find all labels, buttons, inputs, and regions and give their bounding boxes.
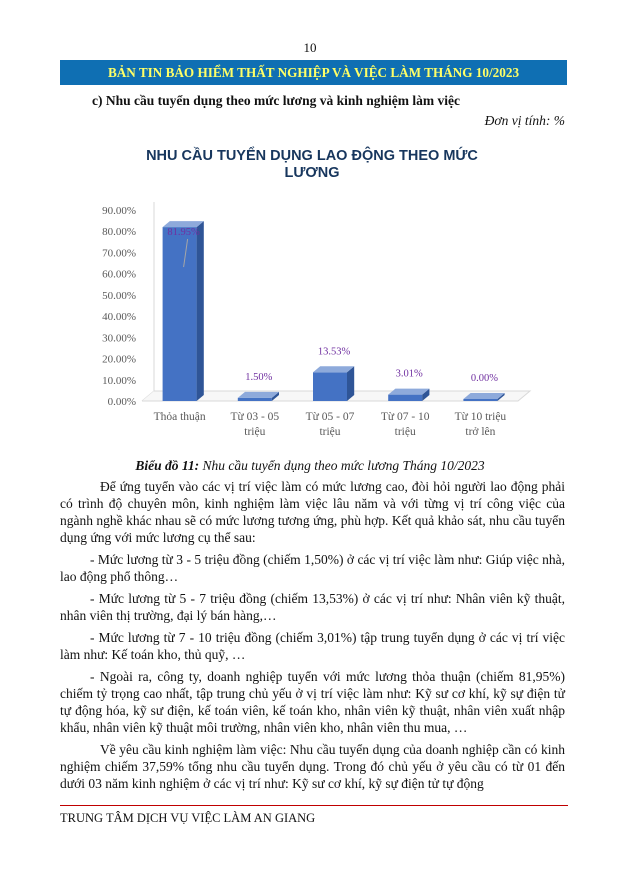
x-category-label: Từ 03 - 05	[230, 411, 280, 423]
y-tick-label: 30.00%	[102, 332, 136, 345]
chart-back-wall	[142, 202, 154, 401]
x-category-label: triệu	[319, 426, 341, 438]
bar-side	[197, 221, 204, 401]
x-category-label: Từ 07 - 10	[380, 411, 430, 423]
y-tick-label: 40.00%	[102, 311, 136, 324]
y-tick-label: 60.00%	[102, 268, 136, 281]
footer-divider	[60, 805, 568, 806]
bulletin-banner: BẢN TIN BẢO HIỂM THẤT NGHIỆP VÀ VIỆC LÀM THÁNG 10/2023	[60, 60, 567, 85]
y-tick-label: 70.00%	[102, 247, 136, 260]
salary-chart	[82, 138, 542, 458]
bar-front	[463, 399, 497, 401]
x-category-label: Từ 05 - 07	[305, 411, 355, 423]
y-tick-label: 50.00%	[102, 289, 136, 302]
chart-canvas	[82, 138, 542, 458]
chart-title-line: LƯƠNG	[284, 165, 340, 181]
paragraph-bullet-7-10: - Mức lương từ 7 - 10 triệu đồng (chiếm 3,01%) tập trung tuyển dụng ở các vị trí việc làm như: Kế toán kho, thủ quỹ, …	[60, 630, 565, 662]
paragraph-intro: Để ứng tuyển vào các vị trí việc làm có mức lương cao, đòi hỏi người lao động phải có trình độ chuyên môn, kinh nghiệm làm việc lâu năm và với từng vị trí công việc của ngành nghề khác nhau sẽ có mức lương tương ứng, phù hợp. Kết quả khảo sát, nhu cầu tuyển dụng ứng với mức lương cụ thể sau:	[60, 479, 565, 545]
x-category-label: triệu	[394, 426, 416, 438]
x-category-label: Thỏa thuận	[153, 411, 206, 423]
x-category-label: Từ 10 triệu	[454, 411, 507, 423]
x-category-label: triệu	[244, 426, 266, 438]
footer-text: TRUNG TÂM DỊCH VỤ VIỆC LÀM AN GIANG	[60, 811, 316, 825]
y-tick-label: 80.00%	[102, 226, 136, 239]
bar-data-label: 81.95%	[167, 227, 200, 239]
body-text	[60, 478, 565, 797]
caption-label: Biểu đồ 11:	[135, 458, 200, 473]
bar-data-label: 0.00%	[470, 373, 498, 384]
paragraph-bullet-3-5: - Mức lương từ 3 - 5 triệu đồng (chiếm 1,50%) ở các vị trí việc làm như: Giúp việc nhà, lao động phổ thông…	[60, 552, 565, 584]
bar-data-label: 3.01%	[395, 368, 423, 380]
bar-front	[238, 398, 272, 401]
bar-front	[388, 395, 422, 401]
y-tick-label: 90.00%	[102, 205, 136, 217]
unit-note: Đơn vị tính: %	[484, 113, 565, 128]
bar-side	[347, 366, 354, 401]
chart-caption	[0, 458, 620, 474]
bar-top	[313, 366, 354, 372]
page-number: 10	[303, 40, 317, 55]
bar-front	[313, 372, 347, 401]
caption-text: Nhu cầu tuyển dụng theo mức lương Tháng 10/2023	[199, 458, 485, 473]
bar-top	[463, 393, 504, 399]
bar-top	[238, 392, 279, 398]
paragraph-bullet-5-7: - Mức lương từ 5 - 7 triệu đồng (chiếm 13,53%) ở các vị trí như: Nhân viên kỹ thuật, nhân viên thị trường, đại lý bán hàng,…	[60, 591, 565, 623]
y-tick-label: 10.00%	[102, 374, 136, 387]
bar-data-label: 1.50%	[245, 371, 273, 383]
y-tick-label: 0.00%	[107, 396, 136, 408]
section-title: c) Nhu cầu tuyển dụng theo mức lương và kinh nghiệm làm việc	[92, 93, 460, 108]
y-tick-label: 20.00%	[102, 353, 136, 366]
bar-top	[388, 389, 429, 395]
x-category-label: trở lên	[465, 426, 496, 438]
paragraph-bullet-negotiable: - Ngoài ra, công ty, doanh nghiệp tuyển với mức lương thỏa thuận (chiếm 81,95%) chiếm tỷ trọng cao nhất, tập trung chủ yếu ở vị trí việc làm như: Kỹ sư cơ khí, kỹ sự điện tử tự động hóa, kỹ sư điện, kế toán viên, kế toán kho, nhân viên kỹ thuật, nhân viên xuất nhập khẩu, nhân viên kỹ thuật môi trường, nhân viên kho, nhân viên thu mua, …	[60, 669, 565, 735]
paragraph-experience: Về yêu cầu kinh nghiệm làm việc: Nhu cầu tuyển dụng của doanh nghiệp cần có kinh nghiệm chiếm 37,59% tổng nhu cầu tuyển dụng. Trong đó chủ yếu ở yêu cầu có từ 01 đến dưới 03 năm kinh nghiệm ở các vị trí như: Kỹ sư cơ khí, kỹ sự điện tử tự động	[60, 742, 565, 791]
chart-title-line: NHU CẦU TUYỂN DỤNG LAO ĐỘNG THEO MỨC	[146, 148, 478, 164]
bar-front	[163, 227, 197, 401]
bar-data-label: 13.53%	[317, 346, 351, 358]
